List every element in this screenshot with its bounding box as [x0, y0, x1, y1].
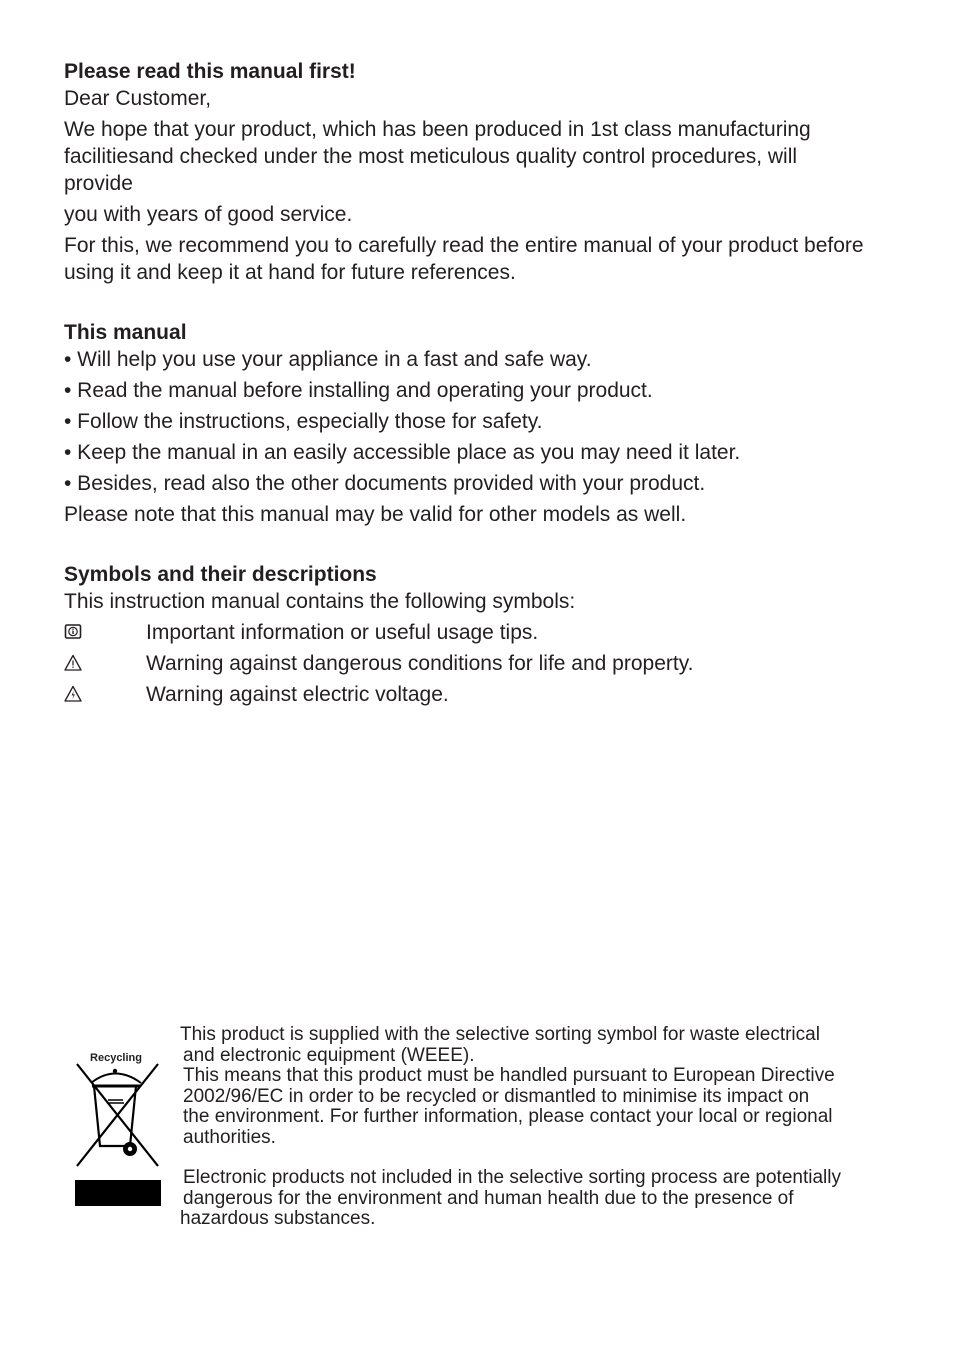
- intro-paragraph-2: For this, we recommend you to carefully read the entire manual of your product before using it and keep it at hand for future references.: [64, 234, 864, 284]
- symbol-description: Important information or useful usage tips.: [146, 621, 539, 644]
- list-item: • Keep the manual in an easily accessible place as you may need it later.: [64, 441, 741, 464]
- weee-line: hazardous substances.: [180, 1208, 376, 1229]
- intro-heading: Please read this manual first!: [64, 60, 356, 83]
- symbol-description: Warning against dangerous conditions for life and property.: [146, 652, 694, 675]
- list-item: • Read the manual before installing and operating your product.: [64, 379, 653, 402]
- manual-intro-page: [64, 58, 884, 712]
- intro-paragraph-1-line: We hope that your product, which has been produced in 1st class manufacturing: [64, 118, 811, 141]
- symbols-section: [64, 561, 884, 708]
- info-icon: [64, 623, 82, 641]
- list-item: • Follow the instructions, especially those for safety.: [64, 410, 543, 433]
- electric-warning-icon: [64, 685, 82, 703]
- symbols-intro: This instruction manual contains the following symbols:: [64, 590, 576, 613]
- symbol-row-electric: [64, 681, 884, 708]
- symbols-heading: Symbols and their descriptions: [64, 563, 377, 586]
- intro-paragraph-1-end: you with years of good service.: [64, 203, 353, 226]
- weee-black-bar: [75, 1180, 161, 1206]
- this-manual-section: [64, 319, 884, 528]
- weee-line: dangerous for the environment and human health due to the presence of: [183, 1187, 794, 1209]
- weee-line: and electronic equipment (WEEE).: [183, 1044, 475, 1066]
- weee-line: authorities.: [183, 1126, 276, 1148]
- weee-line: 2002/96/EC in order to be recycled or dismantled to minimise its impact on: [183, 1085, 810, 1107]
- weee-notice: [180, 1025, 870, 1230]
- symbol-description: Warning against electric voltage.: [146, 683, 449, 706]
- this-manual-heading: This manual: [64, 321, 187, 344]
- recycling-label: Recycling: [90, 1052, 142, 1064]
- validity-note: Please note that this manual may be valid for other models as well.: [64, 503, 687, 526]
- symbol-row-info: [64, 619, 884, 646]
- weee-line: This product is supplied with the selective sorting symbol for waste electrical: [180, 1024, 820, 1045]
- intro-paragraph-1-line: provide: [64, 172, 133, 195]
- weee-line: the environment. For further information, please contact your local or regional: [183, 1106, 833, 1127]
- weee-line: This means that this product must be handled pursuant to European Directive: [183, 1065, 835, 1086]
- intro-paragraph-1: [64, 116, 884, 197]
- intro-paragraph-1-line: facilitiesand checked under the most meticulous quality control procedures, will: [64, 145, 798, 168]
- list-item: • Besides, read also the other documents provided with your product.: [64, 472, 706, 495]
- warning-icon: [64, 654, 82, 672]
- list-item: • Will help you use your appliance in a fast and safe way.: [64, 348, 592, 371]
- weee-line: Electronic products not included in the selective sorting process are potentially: [183, 1167, 841, 1188]
- symbol-row-warning: [64, 650, 884, 677]
- greeting: Dear Customer,: [64, 87, 212, 110]
